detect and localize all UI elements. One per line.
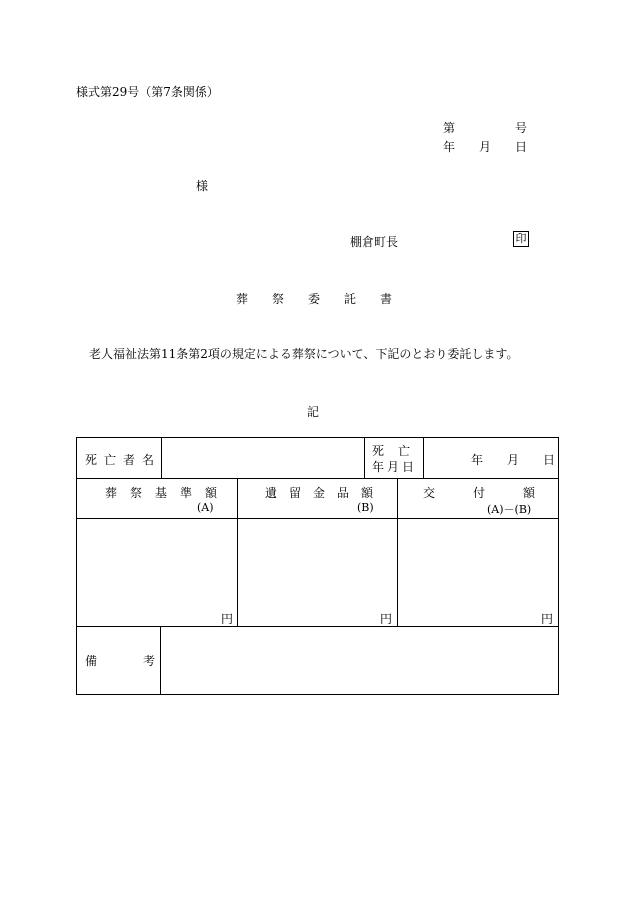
funeral-standard-amount-label: 葬祭基準額: [105, 486, 231, 500]
remaining-property-amount-label: 遺留金品額: [265, 486, 386, 500]
funeral-standard-amount-sub: (A): [197, 501, 214, 514]
addressee-suffix: 様: [196, 179, 209, 193]
death-date-month: 月: [507, 453, 520, 467]
remaining-property-amount-sub: (B): [357, 501, 374, 514]
death-date-label-line2: 年月日: [372, 460, 418, 474]
table-rule: [423, 438, 424, 478]
table-rule: [364, 438, 365, 478]
death-date-label-line1: 死 亡: [372, 444, 412, 458]
issue-date-year: 年: [443, 140, 456, 154]
yen-unit: 円: [221, 612, 234, 626]
remarks-label: 備考: [85, 654, 202, 668]
yen-unit: 円: [380, 612, 393, 626]
table-rule: [161, 438, 162, 478]
table-rule: [77, 626, 558, 627]
issue-date-month: 月: [479, 140, 492, 154]
deceased-name-label: 死亡者名: [85, 453, 162, 467]
yen-unit: 円: [541, 612, 554, 626]
payment-amount-label: 交付額: [423, 486, 574, 500]
seal-mark: 印: [513, 231, 529, 247]
body-text: 老人福祉法第11条第2項の規定による葬祭について、下記のとおり委託します。: [89, 347, 519, 361]
document-title: 葬祭委託書: [236, 292, 417, 306]
death-date-year: 年: [471, 453, 484, 467]
document-number-prefix: 第: [443, 121, 456, 135]
table-rule: [237, 478, 238, 626]
form-number: 様式第29号（第7条関係）: [76, 85, 219, 99]
table-rule: [77, 478, 558, 479]
commission-table: [76, 437, 574, 695]
document-number-suffix: 号: [515, 121, 528, 135]
table-rule: [77, 518, 558, 519]
payment-amount-sub: (A)－(B): [487, 503, 532, 516]
issuer-name: 棚倉町長: [350, 235, 399, 249]
ki-label: 記: [307, 405, 320, 419]
death-date-day: 日: [543, 453, 556, 467]
issue-date-day: 日: [515, 140, 528, 154]
table-rule: [397, 478, 398, 626]
